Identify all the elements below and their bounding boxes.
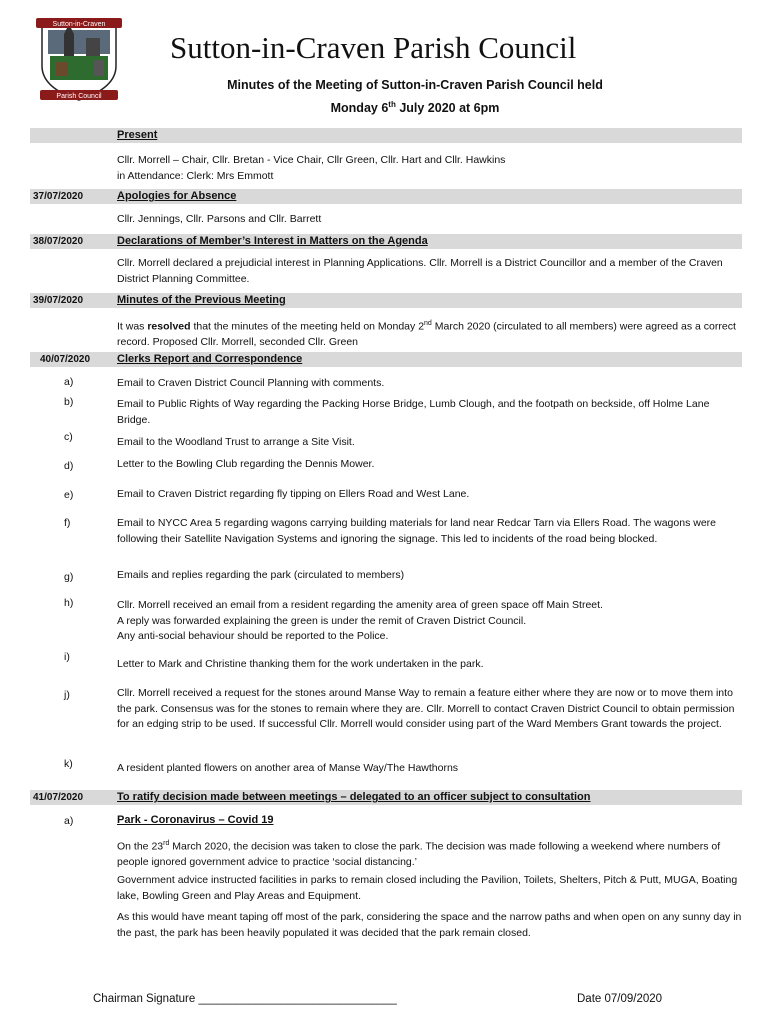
chairman-signature-line: Chairman Signature _______________________________ bbox=[93, 993, 397, 1005]
list-item: Cllr. Morrell received a request for the stones around Manse Way to remain a feature either where they are now or to move them into the park. Consensus was for the stones to remain where they are. Cllr. Morrell to contact Craven District Council to obtain permission for an edging strip to be used. If successful Cllr. Morrell would consider using part of the Ward Members Grant towards the project. bbox=[117, 687, 735, 730]
signature-date: Date 07/09/2020 bbox=[577, 993, 663, 1005]
list-item: Emails and replies regarding the park (circulated to members) bbox=[117, 569, 405, 581]
park-closure-paragraph-3: As this would have meant taping off most of the park, considering the space and the narrow paths and when open on any sunny day in the past, the park has been heavily populated it was decided that the park remain closed. bbox=[117, 911, 742, 939]
list-item: Email to the Woodland Trust to arrange a Site Visit. bbox=[117, 436, 355, 448]
list-item: Letter to the Bowling Club regarding the Dennis Mower. bbox=[117, 458, 375, 470]
list-item: Email to Craven District regarding fly tipping on Ellers Road and West Lane. bbox=[117, 488, 470, 500]
clerks-report-heading: Clerks Report and Correspondence bbox=[117, 353, 303, 365]
minute-number: 40/07/2020 bbox=[40, 354, 91, 365]
item-letter: k) bbox=[64, 758, 73, 770]
list-item: Letter to Mark and Christine thanking them for the work undertaken in the park. bbox=[117, 658, 484, 670]
meeting-subtitle bbox=[140, 76, 690, 118]
item-letter: h) bbox=[64, 597, 74, 609]
subtitle-line-2: Monday 6th July 2020 at 6pm bbox=[330, 100, 500, 116]
park-closure-paragraph-1: On the 23rd March 2020, the decision was taken to close the park. The decision was made following a weekend where numbers of people ignored government advice to practice ‘social distancing.’ bbox=[117, 840, 721, 868]
item-letter: i) bbox=[64, 651, 70, 663]
item-letter: b) bbox=[64, 396, 74, 408]
document-title: Sutton-in-Craven Parish Council bbox=[170, 30, 577, 65]
declarations-text: Cllr. Morrell declared a prejudicial interest in Planning Applications. Cllr. Morrell is a District Councillor and a member of the Craven District Planning Committee. bbox=[117, 257, 723, 285]
apologies-heading: Apologies for Absence bbox=[117, 190, 237, 202]
list-item: Cllr. Morrell received an email from a resident regarding the amenity area of green space off Main Street. A reply was forwarded explaining the green is under the remit of Craven District Council. Any anti-social behaviour should be reported to the Police. bbox=[117, 599, 603, 642]
item-letter: g) bbox=[64, 571, 74, 583]
item-letter: d) bbox=[64, 460, 74, 472]
list-item: Email to NYCC Area 5 regarding wagons carrying building materials for land near Redcar Tarn via Ellers Road. The wagons were following their Satellite Navigation Systems and ignoring the signage. This led to incidents of the road being blocked. bbox=[117, 517, 716, 545]
declarations-heading: Declarations of Member’s Interest in Matters on the Agenda bbox=[117, 235, 428, 247]
ratify-heading: To ratify decision made between meetings – delegated to an officer subject to consultation bbox=[117, 791, 591, 803]
item-letter: a) bbox=[64, 376, 74, 388]
parish-council-logo bbox=[34, 16, 124, 104]
minute-number: 37/07/2020 bbox=[33, 191, 84, 202]
minute-number: 39/07/2020 bbox=[33, 295, 84, 306]
list-item: Email to Craven District Council Planning with comments. bbox=[117, 377, 385, 389]
item-letter: e) bbox=[64, 489, 74, 501]
present-heading: Present bbox=[117, 129, 158, 141]
previous-minutes-text: It was resolved that the minutes of the meeting held on Monday 2nd March 2020 (circulated to all members) were agreed as a correct record. Proposed Cllr. Morrell, seconded Cllr. Green bbox=[117, 320, 736, 348]
list-item: A resident planted flowers on another area of Manse Way/The Hawthorns bbox=[117, 762, 459, 774]
item-letter: j) bbox=[64, 689, 70, 701]
item-letter: f) bbox=[64, 517, 71, 529]
park-covid-subheading: Park - Coronavirus – Covid 19 bbox=[117, 814, 274, 826]
minute-number: 41/07/2020 bbox=[33, 792, 84, 803]
present-text: Cllr. Morrell – Chair, Cllr. Bretan - Vice Chair, Cllr Green, Cllr. Hart and Cllr. Hawkins in Attendance: Clerk: Mrs Emmott bbox=[117, 154, 506, 182]
previous-minutes-heading: Minutes of the Previous Meeting bbox=[117, 294, 286, 306]
park-closure-paragraph-2: Government advice instructed facilities in parks to remain closed including the Pavilion, Toilets, Shelters, Pitch & Putt, MUGA, Boating lake, Bowling Green and Play Areas and Equipment. bbox=[117, 874, 738, 902]
svg-text:Sutton-in-Craven: Sutton-in-Craven bbox=[52, 21, 106, 28]
item-letter: c) bbox=[64, 431, 73, 443]
minute-number: 38/07/2020 bbox=[33, 236, 84, 247]
apologies-text: Cllr. Jennings, Cllr. Parsons and Cllr. Barrett bbox=[117, 213, 322, 225]
svg-text:Parish Council: Parish Council bbox=[56, 93, 102, 100]
list-item: Email to Public Rights of Way regarding the Packing Horse Bridge, Lumb Clough, and the footpath on beckside, off Holme Lane Bridge. bbox=[117, 398, 710, 426]
item-letter: a) bbox=[64, 815, 74, 827]
subtitle-line-1: Minutes of the Meeting of Sutton-in-Craven Parish Council held bbox=[227, 78, 603, 92]
